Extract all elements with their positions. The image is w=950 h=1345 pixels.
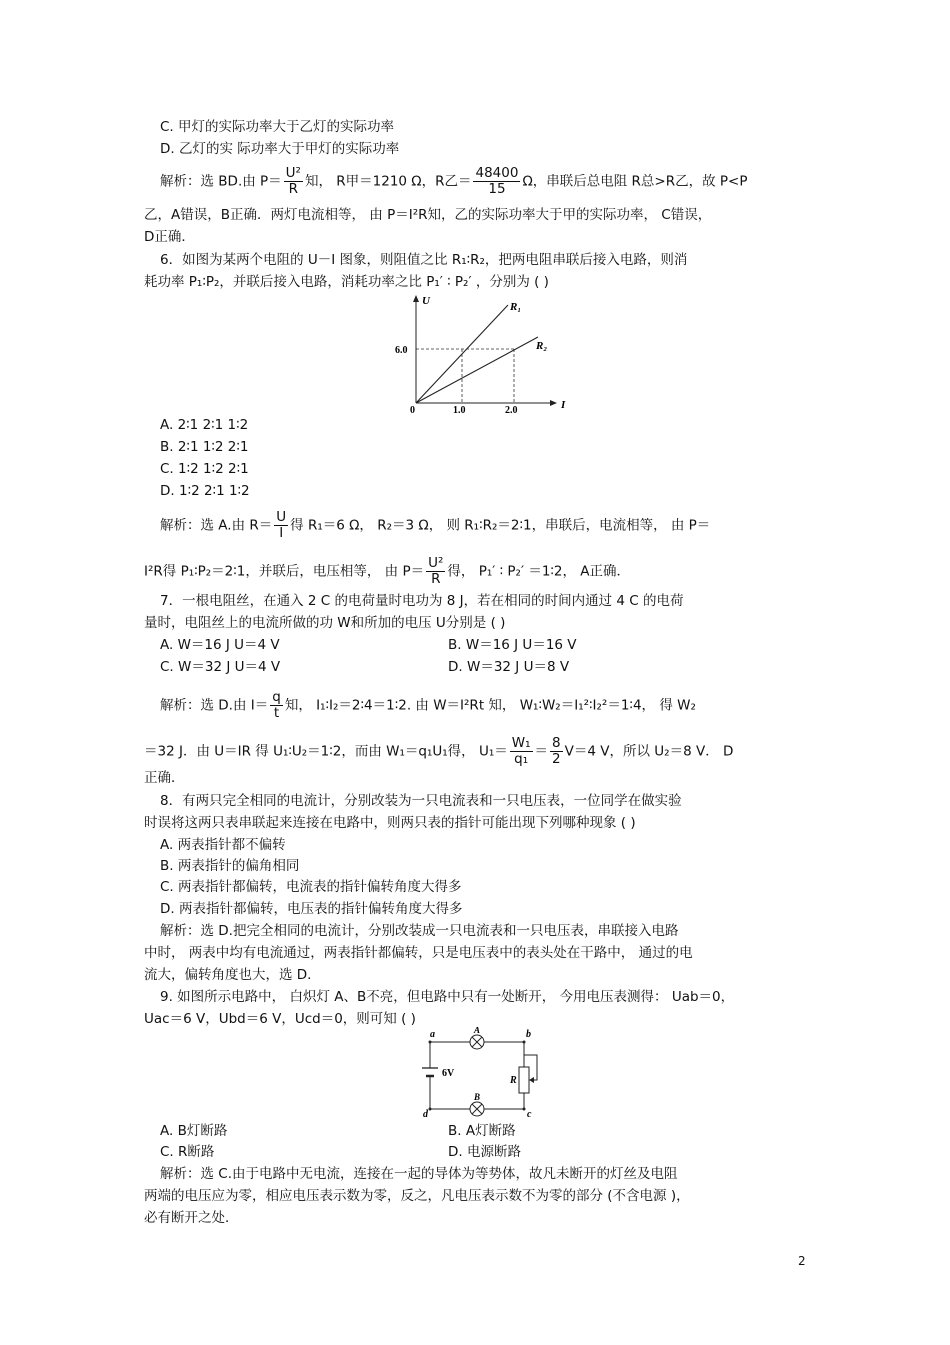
- q9-option-b: B. A灯断路: [448, 1123, 516, 1139]
- q6-solution-line1: [160, 510, 710, 541]
- label-r2: R₂: [536, 340, 548, 352]
- line-r2: [416, 337, 538, 403]
- q6-stem-line1: 6．如图为某两个电阻的 U－I 图象，则阻值之比 R₁∶R₂，把两电阻串联后接入电路，则消: [160, 252, 688, 268]
- q5-sol-text-c: Ω，串联后总电阻 R总>R乙，故 P<P: [522, 173, 748, 190]
- q8-solution-line1: 解析：选 D.把完全相同的电流计，分别改装成一只电流表和一只电压表，串联接入电路: [160, 923, 679, 939]
- q6-sol-text-c: I²R得 P₁∶P₂＝2∶1，并联后，电压相等， 由 P＝: [144, 563, 425, 580]
- label-d: d: [423, 1109, 428, 1119]
- q6-sol-text-a: 解析：选 A.由 R＝: [160, 517, 273, 534]
- frac-num: U²: [285, 165, 301, 181]
- y-tick-6: 6.0: [395, 345, 408, 356]
- y-axis-arrow: [413, 295, 419, 302]
- q7-option-d: D. W＝32 J U＝8 V: [448, 659, 570, 675]
- q9-option-a: A. B灯断路: [160, 1123, 228, 1139]
- q5-option-c: C. 甲灯的实际功率大于乙灯的实际功率: [160, 119, 395, 135]
- q5-frac-resistance: [473, 166, 520, 197]
- q5-frac-power: [284, 166, 303, 197]
- frac-den: t: [273, 705, 280, 721]
- q7-sol-text-e: V＝4 V，所以 U₂＝8 V． D: [564, 743, 734, 760]
- q6-sol-text-d: 得， P₁′ ∶ P₂′ ＝1∶2， A正确．: [447, 563, 631, 580]
- q9-solution-line3: 必有断开之处．: [144, 1210, 239, 1226]
- node-b: [523, 1041, 526, 1044]
- q9-solution-line2: 两端的电压应为零，相应电压表示数为零，反之，凡电压表示数不为零的部分 (不含电源 )，: [144, 1188, 690, 1204]
- q8-option-c: C. 两表指针都偏转，电流表的指针偏转角度大得多: [160, 879, 462, 895]
- q7-frac-w-q: [510, 736, 533, 767]
- frac-den: I: [279, 525, 284, 541]
- node-c: [523, 1108, 526, 1111]
- q9-stem-line1: 9. 如图所示电路中， 白炽灯 A、B不亮，但电路中只有一处断开， 今用电压表测得： Uab＝0，: [160, 989, 735, 1005]
- x-tick-2: 2.0: [505, 405, 518, 414]
- label-lamp-a: A: [474, 1027, 481, 1035]
- frac-den: R: [288, 181, 299, 197]
- page-number: 2: [798, 1254, 806, 1268]
- x-tick-1: 1.0: [453, 405, 466, 414]
- q8-solution-line3: 流大，偏转角度也大，选 D.: [144, 967, 312, 983]
- q5-solution-line2: 乙，A错误，B正确．两灯电流相等， 由 P＝I²R知，乙的实际功率大于甲的实际功率， C错误，: [144, 207, 712, 223]
- frac-den: 15: [488, 181, 506, 197]
- label-emf: 6V: [442, 1068, 455, 1079]
- label-lamp-b: B: [474, 1092, 481, 1102]
- frac-num: W₁: [511, 735, 531, 751]
- q8-option-d: D. 两表指针都偏转，电压表的指针偏转角度大得多: [160, 901, 463, 917]
- q5-sol-text-b: 知， R甲＝1210 Ω，R乙＝: [304, 173, 472, 190]
- label-c: c: [527, 1109, 532, 1119]
- label-r1: R₁: [510, 301, 522, 313]
- q9-option-c: C. R断路: [160, 1144, 215, 1160]
- q6-stem-line2: 耗功率 P₁∶P₂，并联后接入电路，消耗功率之比 P₁′ ∶ P₂′ ，分别为 ( ): [144, 274, 549, 290]
- q9-circuit-diagram: [420, 1027, 548, 1119]
- q7-option-c: C. W＝32 J U＝4 V: [160, 659, 281, 675]
- q8-stem-line1: 8．有两只完全相同的电流计，分别改装为一只电流表和一只电压表，一位同学在做实验: [160, 793, 682, 809]
- label-resistor: R: [510, 1075, 517, 1086]
- frac-den: 2: [552, 751, 561, 767]
- q8-stem-line2: 时误将这两只表串联起来连接在电路中，则两只表的指针可能出现下列哪种现象 ( ): [144, 815, 636, 831]
- frac-num: U²: [428, 555, 444, 571]
- origin-label: 0: [410, 405, 415, 414]
- q8-solution-line2: 中时， 两表中均有电流通过，两表指针都偏转，只是电压表中的表头处在干路中， 通过的电: [144, 945, 693, 961]
- frac-num: 8: [552, 735, 561, 751]
- q7-sol-text-c: ＝32 J．由 U＝IR 得 U₁∶U₂＝1∶2，而由 W₁＝q₁U₁得， U₁＝: [144, 743, 508, 760]
- q9-option-d: D. 电源断路: [448, 1144, 521, 1160]
- q7-frac-current: [270, 690, 283, 721]
- x-axis-arrow: [550, 400, 557, 406]
- q7-stem-line1: 7．一根电阻丝，在通入 2 C 的电荷量时电功为 8 J，若在相同的时间内通过 4 C 的电荷: [160, 593, 684, 609]
- q9-solution-line1: 解析：选 C.由于电路中无电流，连接在一起的导体为等势体，故凡未断开的灯丝及电阻: [160, 1166, 678, 1182]
- q8-option-b: B. 两表指针的偏角相同: [160, 858, 300, 874]
- y-axis-label: U: [422, 295, 430, 307]
- q7-solution-line3: 正确．: [144, 770, 185, 786]
- q9-stem-line2: Uac＝6 V，Ubd＝6 V，Ucd＝0，则可知 ( ): [144, 1011, 416, 1027]
- frac-num: U: [276, 509, 287, 525]
- q7-sol-text-b: 知， I₁∶I₂＝2∶4＝1∶2. 由 W＝I²Rt 知， W₁∶W₂＝I₁²∶I₂²＝1∶4， 得 W₂: [284, 697, 696, 714]
- frac-num: 48400: [475, 165, 519, 181]
- q6-frac-r: [274, 510, 288, 541]
- q5-solution-line1: [160, 166, 748, 197]
- q6-option-c: C. 1∶2 1∶2 2∶1: [160, 461, 249, 477]
- x-axis-label: I: [561, 399, 566, 411]
- q7-solution-line2: [144, 736, 733, 767]
- q5-sol-text-a: 解析：选 BD.由 P＝: [160, 173, 282, 190]
- q5-option-d: D. 乙灯的实 际功率大于甲灯的实际功率: [160, 141, 400, 157]
- q6-ui-graph: [390, 292, 580, 414]
- q6-option-b: B. 2∶1 1∶2 2∶1: [160, 439, 249, 455]
- frac-den: R: [431, 571, 441, 587]
- q7-stem-line2: 量时，电阻丝上的电流所做的功 W和所加的电压 U分别是 ( ): [144, 615, 506, 631]
- q6-option-a: A. 2∶1 2∶1 1∶2: [160, 417, 249, 433]
- q6-option-d: D. 1∶2 2∶1 1∶2: [160, 483, 250, 499]
- q6-sol-text-b: 得 R₁＝6 Ω， R₂＝3 Ω， 则 R₁∶R₂＝2∶1，串联后，电流相等， 由 P＝: [290, 517, 711, 534]
- q7-option-a: A. W＝16 J U＝4 V: [160, 637, 280, 653]
- q5-solution-line3: D正确．: [144, 229, 195, 245]
- q6-solution-line2: [144, 556, 630, 587]
- q7-option-b: B. W＝16 J U＝16 V: [448, 637, 577, 653]
- label-a: a: [430, 1029, 435, 1040]
- q7-frac-8-2: [550, 736, 563, 767]
- node-a: [429, 1041, 432, 1044]
- q7-sol-text-a: 解析：选 D.由 I＝: [160, 697, 269, 714]
- frac-num: q: [272, 689, 281, 705]
- resistor-icon: [519, 1067, 529, 1093]
- node-d: [429, 1108, 432, 1111]
- slider-arrow-icon: [529, 1077, 534, 1083]
- label-b: b: [526, 1029, 531, 1040]
- q8-option-a: A. 两表指针都不偏转: [160, 837, 286, 853]
- q7-sol-text-d: ＝: [534, 743, 549, 760]
- q7-solution-line1: [160, 690, 696, 721]
- frac-den: q₁: [514, 751, 529, 767]
- q6-frac-power: [426, 556, 445, 587]
